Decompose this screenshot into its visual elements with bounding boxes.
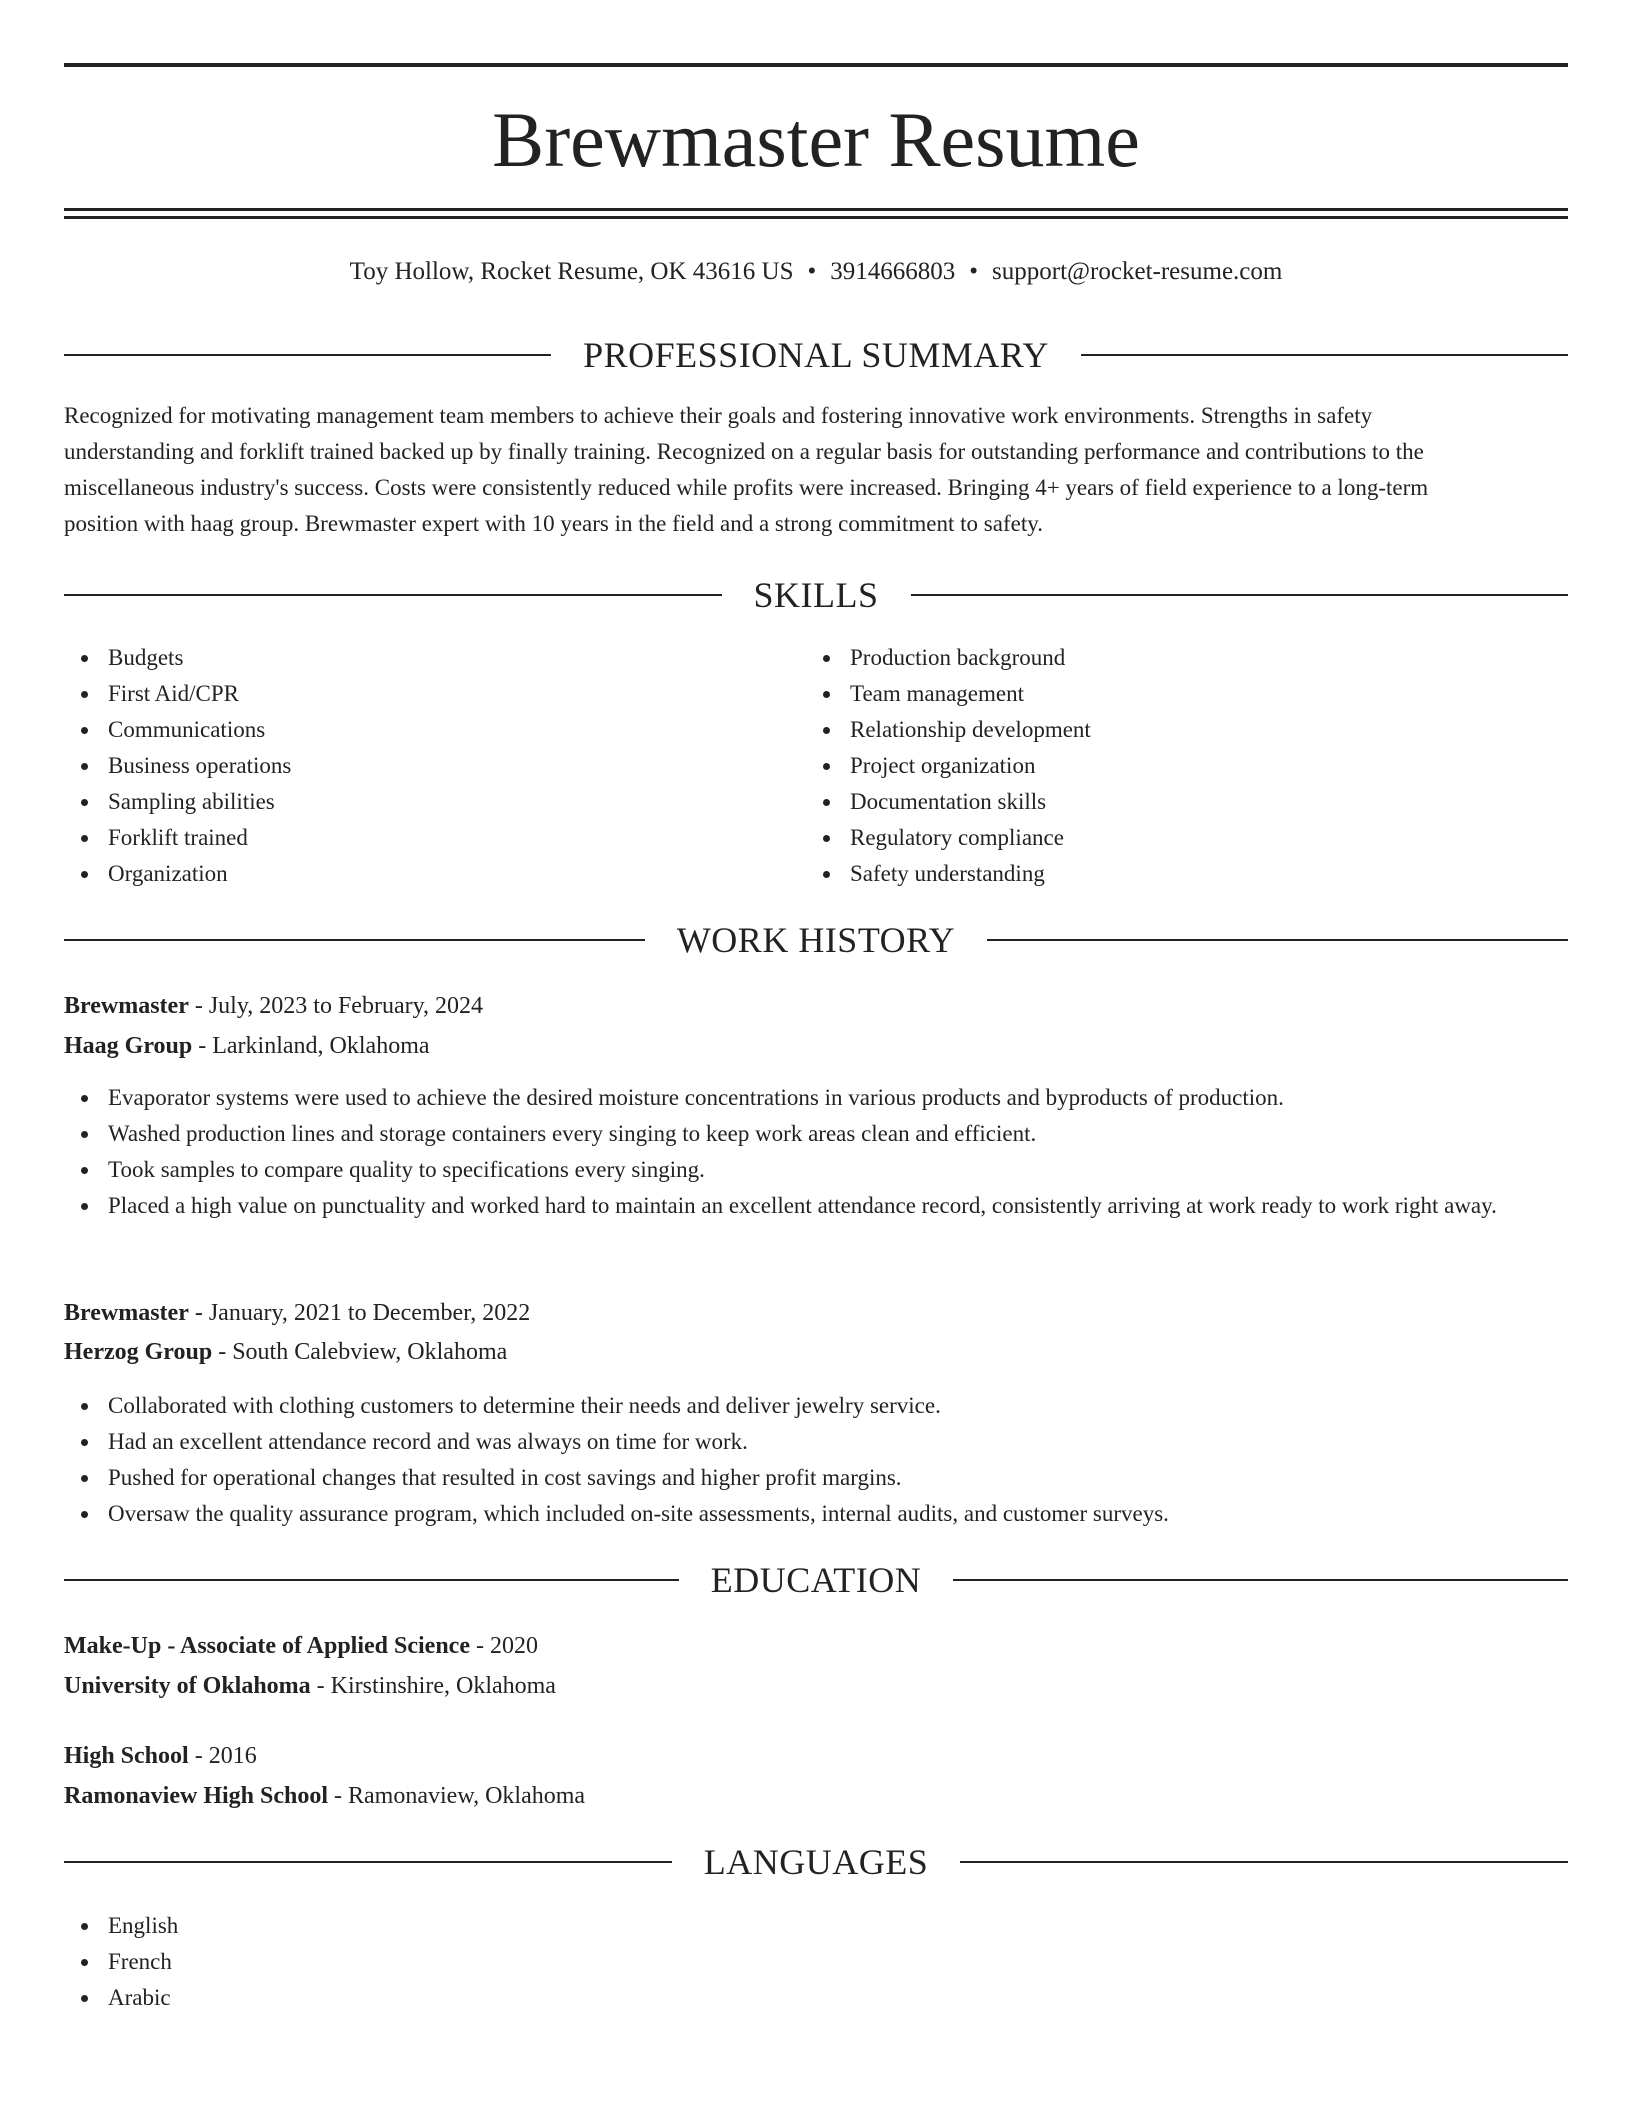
- job-duties-list: [64, 1388, 1568, 1532]
- job-location: - South Calebview, Oklahoma: [212, 1339, 508, 1365]
- summary-line: miscellaneous industry's success. Costs were consistently reduced while profits were increased. Bringing 4+ years of field experience to a long-term: [64, 475, 1429, 500]
- heading-divider: [64, 1861, 672, 1863]
- header-bottom-rule: [64, 208, 1568, 211]
- job-duty: Evaporator systems were used to achieve the desired moisture concentrations in various products and byproducts of production.: [64, 1080, 1568, 1116]
- skill-item: Sampling abilities: [64, 784, 804, 820]
- languages-list: [64, 1908, 804, 2016]
- contact-separator: •: [807, 258, 817, 285]
- education-degree-line: [64, 1738, 257, 1774]
- contact-address: Toy Hollow, Rocket Resume, OK 43616 US: [349, 258, 794, 285]
- job-duty: Washed production lines and storage containers every singing to keep work areas clean and efficient.: [64, 1116, 1568, 1152]
- section-heading-skills: [64, 573, 1568, 617]
- skills-list-right: [806, 640, 1546, 892]
- education-degree-line: [64, 1628, 538, 1664]
- education-year: - 2020: [469, 1633, 538, 1659]
- job-duty: Pushed for operational changes that resulted in cost savings and higher profit margins.: [64, 1460, 1568, 1496]
- job-title-line: [64, 1295, 530, 1331]
- education-year: - 2016: [188, 1743, 257, 1769]
- skill-item: Communications: [64, 712, 804, 748]
- skill-item: Safety understanding: [806, 856, 1546, 892]
- job-company: Herzog Group: [64, 1339, 213, 1365]
- job-duty: Collaborated with clothing customers to determine their needs and deliver jewelry service.: [64, 1388, 1568, 1424]
- job-title: Brewmaster: [64, 1300, 189, 1326]
- skill-item: First Aid/CPR: [64, 676, 804, 712]
- section-title: PROFESSIONAL SUMMARY: [583, 335, 1049, 375]
- section-title: WORK HISTORY: [676, 920, 956, 960]
- education-school: Ramonaview High School: [64, 1783, 329, 1809]
- language-item: French: [64, 1944, 804, 1980]
- job-company-line: [64, 1028, 430, 1064]
- summary-line: understanding and forklift trained backed up by finally training. Recognized on a regular basis for outstanding performance and contributions to the: [64, 439, 1424, 464]
- job-title: Brewmaster: [64, 993, 189, 1019]
- job-dates: - July, 2023 to February, 2024: [188, 993, 484, 1019]
- contact-email: support@rocket-resume.com: [992, 258, 1283, 285]
- skill-item: Business operations: [64, 748, 804, 784]
- summary-line: position with haag group. Brewmaster expert with 10 years in the field and a strong commitment to safety.: [64, 511, 1043, 536]
- section-heading-languages: [64, 1840, 1568, 1884]
- skill-item: Organization: [64, 856, 804, 892]
- heading-divider: [64, 354, 551, 356]
- heading-divider: [64, 594, 722, 596]
- skill-item: Team management: [806, 676, 1546, 712]
- job-duty: Took samples to compare quality to specifications every singing.: [64, 1152, 1568, 1188]
- heading-divider: [911, 594, 1569, 596]
- contact-line: [64, 254, 1568, 290]
- job-company: Haag Group: [64, 1033, 193, 1059]
- skills-list-left: [64, 640, 804, 892]
- heading-divider: [960, 1861, 1568, 1863]
- summary-line: Recognized for motivating management team members to achieve their goals and fostering innovative work environments. Strengths in safety: [64, 403, 1373, 428]
- skill-item: Project organization: [806, 748, 1546, 784]
- contact-phone: 3914666803: [830, 258, 956, 285]
- language-item: Arabic: [64, 1980, 804, 2016]
- section-heading-work-history: [64, 918, 1568, 962]
- education-degree: High School: [64, 1743, 189, 1769]
- section-title: EDUCATION: [710, 1560, 922, 1600]
- contact-separator: •: [969, 258, 979, 285]
- resume-title: Brewmaster Resume: [492, 96, 1140, 183]
- education-location: - Ramonaview, Oklahoma: [328, 1783, 586, 1809]
- header-bottom-rule-second: [64, 216, 1568, 219]
- heading-divider: [987, 939, 1568, 941]
- skill-item: Relationship development: [806, 712, 1546, 748]
- job-duty: Placed a high value on punctuality and worked hard to maintain an excellent attendance record, consistently arriving at work ready to work right away.: [64, 1188, 1568, 1224]
- job-title-line: [64, 988, 483, 1024]
- job-duty: Oversaw the quality assurance program, which included on-site assessments, internal audits, and customer surveys.: [64, 1496, 1568, 1532]
- section-heading-summary: [64, 333, 1568, 377]
- skill-item: Production background: [806, 640, 1546, 676]
- skill-item: Documentation skills: [806, 784, 1546, 820]
- heading-divider: [953, 1579, 1568, 1581]
- heading-divider: [64, 939, 645, 941]
- education-school-line: [64, 1778, 585, 1814]
- skill-item: Forklift trained: [64, 820, 804, 856]
- job-dates: - January, 2021 to December, 2022: [188, 1300, 531, 1326]
- header-top-rule: [64, 63, 1568, 67]
- job-duty: Had an excellent attendance record and was always on time for work.: [64, 1424, 1568, 1460]
- section-title: LANGUAGES: [703, 1842, 929, 1882]
- job-location: - Larkinland, Oklahoma: [192, 1033, 430, 1059]
- education-school-line: [64, 1668, 556, 1704]
- education-location: - Kirstinshire, Oklahoma: [310, 1673, 556, 1699]
- heading-divider: [64, 1579, 679, 1581]
- education-degree: Make-Up - Associate of Applied Science: [64, 1633, 470, 1659]
- language-item: English: [64, 1908, 804, 1944]
- section-heading-education: [64, 1558, 1568, 1602]
- job-duties-list: [64, 1080, 1568, 1224]
- section-title: SKILLS: [753, 575, 879, 615]
- education-school: University of Oklahoma: [64, 1673, 311, 1699]
- job-company-line: [64, 1334, 507, 1370]
- heading-divider: [1081, 354, 1568, 356]
- skill-item: Budgets: [64, 640, 804, 676]
- professional-summary: [64, 398, 1568, 542]
- skill-item: Regulatory compliance: [806, 820, 1546, 856]
